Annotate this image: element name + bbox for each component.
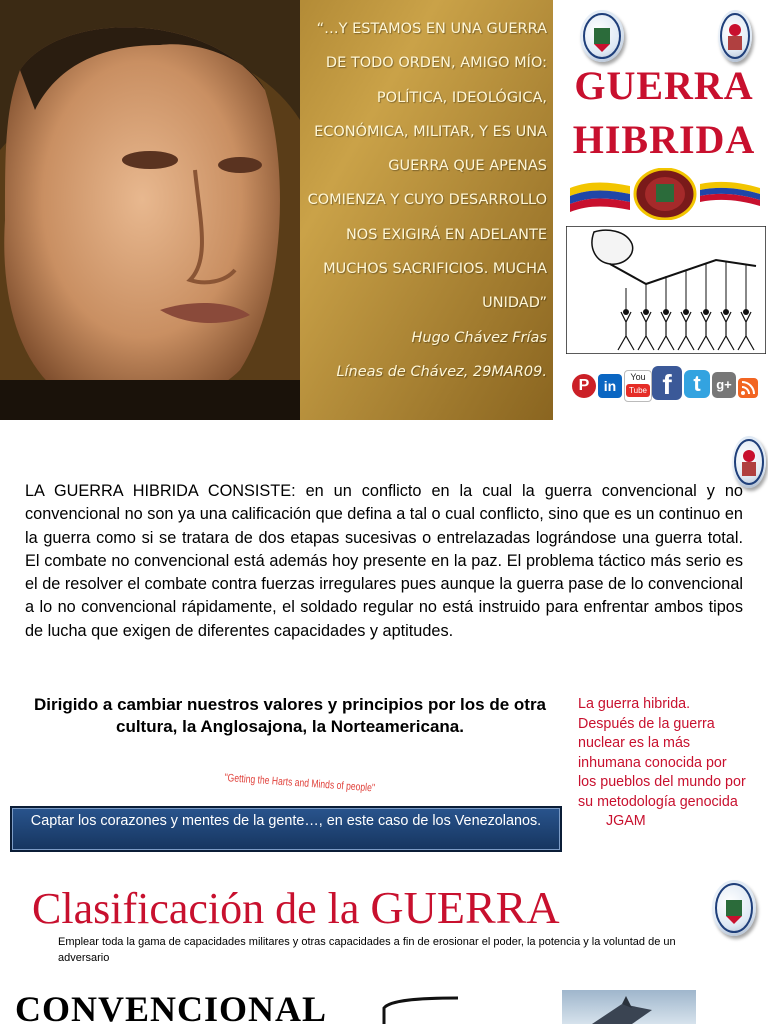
quote-line: MUCHOS SACRIFICIOS. MUCHA: [323, 261, 547, 278]
hero-banner: [0, 0, 553, 420]
section-heading-text: Clasificación de la: [32, 884, 371, 933]
callout-box: Captar los corazones y mentes de la gente…, en este caso de los Venezolanos.: [10, 806, 562, 852]
quote-author: Hugo Chávez Frías: [411, 329, 547, 346]
rss-icon[interactable]: [738, 378, 758, 398]
twitter-icon[interactable]: t: [684, 370, 710, 398]
section-heading-guerra: GUERRA: [370, 882, 560, 933]
military-seal-icon: [580, 10, 624, 62]
puppet-illustration: [566, 226, 766, 354]
portrait-photo: [0, 0, 300, 420]
quote-line: NOS EXIGIRÁ EN ADELANTE: [345, 226, 547, 243]
youtube-icon[interactable]: [624, 370, 652, 402]
aircraft-photo: [562, 990, 696, 1024]
chavez-seal-icon: [718, 10, 752, 62]
section-heading: [32, 880, 672, 937]
subheading-convencional: CONVENCIONAL: [15, 989, 328, 1029]
quote-line: DE TODO ORDEN, AMIGO MÍO:: [325, 55, 547, 72]
title-guerra: GUERRA: [574, 63, 754, 108]
quote-source: Líneas de Chávez, 29MAR09.: [336, 363, 547, 380]
linkedin-icon[interactable]: in: [598, 374, 622, 398]
section-description: Emplear toda la gama de capacidades militares y otras capacidades a fin de erosionar el poder, la potencia y la voluntad de un adversario: [58, 936, 676, 964]
aim-statement: Dirigido a cambiar nuestros valores y principios por los de otra cultura, la Anglosajona, la Norteamericana.: [33, 695, 547, 736]
title-hibrida: HIBRIDA: [572, 117, 756, 162]
quote-line: GUERRA QUE APENAS: [388, 158, 547, 175]
quote-line: COMIENZA Y CUYO DESARROLLO: [307, 192, 547, 209]
side-note-text: La guerra hibrida. Después de la guerra nuclear es la más inhumana conocida por los pueblos del mundo por su metodología genocida: [578, 696, 746, 810]
quote-line: ECONÓMICA, MILITAR, Y ES UNA: [314, 123, 547, 140]
youtube-icon-tube: Tube: [626, 384, 650, 397]
pinterest-icon[interactable]: P: [572, 374, 596, 398]
quote-line: POLÍTICA, IDEOLÓGICA,: [376, 89, 547, 106]
intro-paragraph: LA GUERRA HIBRIDA CONSISTE: en un conflicto en la cual la guerra convencional y no convencional no son ya una calificación que defina a tal o cual conflicto, sino que es un continuo en la guerra como si se tratara de dos etapas sucesivas o entrelazadas lográndose una guerra total. El combate no convencional está además hoy presente en la paz. El problema táctico más serio es el de resolver el combate contra fuerzas irregulares pues aunque la guerra pase de lo convencional a lo no convencional rápidamente, el soldado regular no está instruido para enfrentar ambos tipos de lucha que exigen de diferentes capacidades y aptitudes.: [25, 482, 743, 640]
quote-line: “…Y ESTAMOS EN UNA GUERRA: [316, 21, 547, 37]
english-slogan: "Getting the Harts and Minds of people": [224, 772, 376, 795]
flag-emblem-banner: [570, 168, 760, 220]
social-icons-row: [572, 366, 762, 402]
side-note: [578, 695, 748, 832]
military-seal-icon: [712, 880, 756, 936]
youtube-icon-text: You: [630, 372, 646, 382]
quote-line: UNIDAD”: [482, 295, 547, 312]
side-note-signature: JGAM: [606, 813, 646, 829]
google-plus-icon[interactable]: g+: [712, 372, 736, 398]
bracket-shape: [380, 994, 460, 1024]
chavez-quote: [262, 12, 547, 389]
facebook-icon[interactable]: f: [652, 366, 682, 400]
